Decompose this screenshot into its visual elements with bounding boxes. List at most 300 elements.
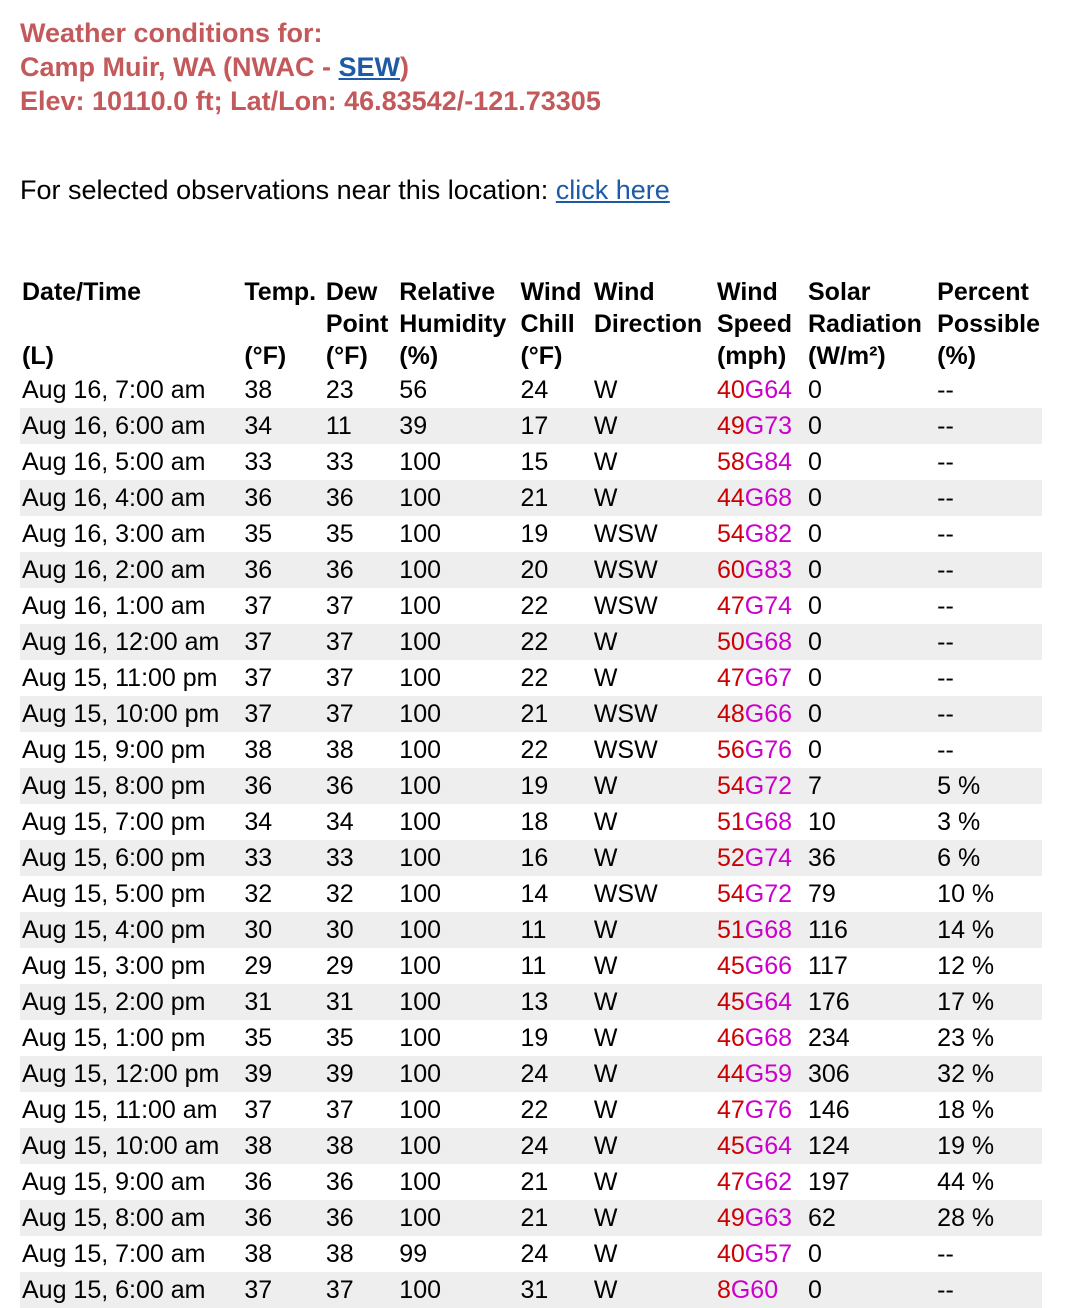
cell-temp: 39: [242, 1056, 324, 1092]
gust-speed: G68: [744, 916, 793, 944]
cell-wind-chill: 22: [518, 624, 591, 660]
gust-speed: G76: [744, 1096, 793, 1124]
cell-wind-speed: [715, 1272, 806, 1308]
header-line: Wind: [716, 278, 778, 306]
header-line: (°F): [244, 342, 287, 370]
cell-dew-point: 37: [324, 1272, 397, 1308]
cell-wind-chill: 22: [520, 736, 549, 764]
header-line: Humidity: [399, 310, 507, 338]
cell-wind-chill: 13: [518, 984, 591, 1020]
cell-dew-point: 38: [325, 1240, 354, 1268]
sustained-speed: 49: [716, 412, 745, 440]
cell-temp: 37: [244, 592, 273, 620]
header-dew-point: [324, 276, 397, 372]
cell-percent-possible: 17 %: [935, 984, 1042, 1020]
cell-temp: 35: [244, 1024, 273, 1052]
cell-wind-speed: [715, 444, 806, 480]
cell-percent-possible: --: [935, 696, 1042, 732]
sustained-speed: 45: [716, 988, 745, 1016]
header-row: [20, 276, 1042, 372]
cell-relative-humidity: 100: [399, 664, 442, 692]
cell-percent-possible: --: [937, 592, 954, 620]
table-row: [20, 444, 1042, 480]
cell-solar-radiation: 0: [808, 376, 822, 404]
sustained-speed: 45: [716, 952, 745, 980]
cell-date-time: Aug 16, 6:00 am: [20, 408, 242, 444]
table-row: [20, 660, 1042, 696]
header-line: (°F): [325, 342, 368, 370]
header-wind-direction: [592, 276, 715, 372]
cell-temp: 33: [242, 840, 324, 876]
cell-dew-point: 37: [325, 1096, 354, 1124]
cell-date-time: Aug 15, 2:00 pm: [20, 984, 242, 1020]
header-line: Wind: [520, 278, 582, 306]
cell-relative-humidity: 100: [399, 1168, 442, 1196]
cell-temp: 29: [244, 952, 273, 980]
cell-solar-radiation: 0: [806, 480, 935, 516]
cell-dew-point: 36: [325, 1168, 354, 1196]
gust-speed: G68: [744, 1024, 793, 1052]
header-solar-radiation: [806, 276, 935, 372]
cell-dew-point: 11: [324, 408, 397, 444]
header-line: Date/Time: [22, 278, 142, 306]
cell-wind-speed: [715, 876, 806, 912]
table-header: [20, 276, 1042, 372]
header-line: Wind: [593, 278, 655, 306]
cell-relative-humidity: 100: [399, 592, 442, 620]
cell-solar-radiation: 62: [806, 1200, 935, 1236]
cell-temp: 31: [242, 984, 324, 1020]
sustained-speed: 51: [716, 808, 745, 836]
gust-speed: G72: [744, 880, 793, 908]
sew-link[interactable]: SEW: [338, 52, 401, 82]
cell-dew-point: 37: [325, 664, 354, 692]
header-relative-humidity: [397, 276, 518, 372]
cell-percent-possible: --: [937, 736, 954, 764]
header-line: [594, 340, 713, 372]
header-line: [244, 308, 322, 340]
cell-solar-radiation: 0: [808, 664, 822, 692]
cell-relative-humidity: 56: [399, 376, 428, 404]
cell-dew-point: 36: [324, 768, 397, 804]
cell-dew-point: 35: [325, 1024, 354, 1052]
cell-wind-chill: 19: [518, 768, 591, 804]
gust-speed: G67: [744, 664, 793, 692]
cell-relative-humidity: 100: [397, 840, 518, 876]
cell-relative-humidity: 100: [399, 1096, 442, 1124]
cell-percent-possible: 10 %: [937, 880, 995, 908]
cell-date-time: Aug 15, 1:00 pm: [22, 1024, 206, 1052]
gust-speed: G68: [744, 808, 793, 836]
cell-dew-point: 36: [324, 480, 397, 516]
cell-dew-point: 39: [324, 1056, 397, 1092]
cell-solar-radiation: 306: [806, 1056, 935, 1092]
cell-date-time: Aug 15, 12:00 pm: [20, 1056, 242, 1092]
gust-speed: G64: [744, 988, 793, 1016]
table-body: [20, 372, 1042, 1308]
header-line: Point: [325, 310, 389, 338]
cell-wind-direction: WSW: [593, 520, 658, 548]
cell-date-time: Aug 16, 4:00 am: [20, 480, 242, 516]
cell-relative-humidity: 100: [399, 736, 442, 764]
cell-wind-speed: [715, 1236, 806, 1272]
cell-wind-direction: W: [593, 376, 618, 404]
header-temp: [242, 276, 324, 372]
cell-wind-chill: 21: [518, 480, 591, 516]
cell-temp: 38: [244, 1240, 273, 1268]
cell-wind-direction: W: [593, 952, 618, 980]
cell-temp: 37: [244, 664, 273, 692]
cell-date-time: Aug 15, 5:00 pm: [22, 880, 206, 908]
cell-wind-speed: [715, 768, 806, 804]
table-row: [20, 696, 1042, 732]
table-row: [20, 840, 1042, 876]
cell-relative-humidity: 100: [399, 1024, 442, 1052]
table-row: [20, 768, 1042, 804]
cell-percent-possible: 44 %: [937, 1168, 995, 1196]
gust-speed: G76: [744, 736, 793, 764]
cell-wind-speed: [715, 984, 806, 1020]
cell-wind-direction: W: [592, 480, 715, 516]
cell-dew-point: 36: [324, 1200, 397, 1236]
cell-temp: 36: [242, 480, 324, 516]
cell-temp: 36: [242, 1200, 324, 1236]
cell-wind-direction: WSW: [592, 696, 715, 732]
sustained-speed: 49: [716, 1204, 745, 1232]
cell-date-time: Aug 15, 8:00 pm: [20, 768, 242, 804]
cell-relative-humidity: 100: [399, 448, 442, 476]
table-row: [20, 588, 1042, 624]
sustained-speed: 52: [716, 844, 745, 872]
cell-percent-possible: 3 %: [937, 808, 981, 836]
cell-temp: 38: [242, 1128, 324, 1164]
cell-temp: 37: [242, 1272, 324, 1308]
cell-wind-chill: 21: [518, 696, 591, 732]
cell-solar-radiation: 0: [808, 520, 822, 548]
cell-dew-point: 31: [324, 984, 397, 1020]
header-line: Speed: [716, 310, 792, 338]
cell-solar-radiation: 0: [808, 1240, 822, 1268]
cell-temp: 38: [244, 376, 273, 404]
cell-dew-point: 23: [325, 376, 354, 404]
cell-percent-possible: --: [937, 376, 954, 404]
table-row: [20, 1020, 1042, 1056]
table-row: [20, 372, 1042, 408]
gust-speed: G63: [744, 1204, 793, 1232]
cell-wind-direction: W: [593, 1168, 618, 1196]
header-line-title: Weather conditions for:: [20, 18, 323, 48]
table-row: [20, 1236, 1042, 1272]
cell-wind-chill: 24: [520, 1240, 549, 1268]
cell-wind-chill: 22: [520, 1096, 549, 1124]
header-line: (%): [399, 342, 439, 370]
cell-wind-direction: W: [593, 1096, 618, 1124]
weather-table: [20, 276, 1042, 1308]
cell-dew-point: 37: [324, 696, 397, 732]
cell-relative-humidity: 100: [397, 1272, 518, 1308]
cell-wind-direction: W: [592, 1056, 715, 1092]
table-row: [20, 876, 1042, 912]
cell-relative-humidity: 100: [397, 696, 518, 732]
cell-wind-chill: 19: [520, 520, 549, 548]
cell-date-time: Aug 16, 5:00 am: [22, 448, 206, 476]
cell-dew-point: 33: [325, 448, 354, 476]
cell-wind-speed: [715, 912, 806, 948]
cell-date-time: Aug 15, 4:00 pm: [20, 912, 242, 948]
sustained-speed: 44: [716, 1060, 745, 1088]
gust-speed: G73: [744, 412, 793, 440]
sustained-speed: 54: [716, 520, 745, 548]
cell-solar-radiation: 0: [806, 696, 935, 732]
header-wind-speed: [715, 276, 806, 372]
cell-date-time: Aug 15, 7:00 pm: [22, 808, 206, 836]
cell-percent-possible: 18 %: [937, 1096, 995, 1124]
cell-wind-speed: [715, 696, 806, 732]
cell-wind-direction: W: [592, 984, 715, 1020]
table-row: [20, 912, 1042, 948]
cell-solar-radiation: 10: [808, 808, 836, 836]
cell-relative-humidity: 100: [399, 808, 442, 836]
cell-dew-point: 30: [324, 912, 397, 948]
table-row: [20, 624, 1042, 660]
header-line: Radiation: [808, 310, 922, 338]
header-line: Solar: [808, 278, 871, 306]
cell-wind-chill: 11: [518, 912, 591, 948]
cell-temp: 37: [244, 1096, 273, 1124]
table-row: [20, 804, 1042, 840]
table-row: [20, 480, 1042, 516]
cell-wind-chill: 21: [520, 1168, 549, 1196]
cell-relative-humidity: 100: [397, 984, 518, 1020]
gust-speed: G83: [744, 556, 793, 584]
cell-wind-direction: W: [592, 1200, 715, 1236]
cell-wind-speed: [715, 660, 806, 696]
table-row: [20, 984, 1042, 1020]
table-row: [20, 1164, 1042, 1200]
station-suffix: ): [400, 52, 410, 82]
cell-relative-humidity: 99: [399, 1240, 428, 1268]
gust-speed: G66: [744, 700, 793, 728]
table-row: [20, 1056, 1042, 1092]
cell-relative-humidity: 100: [397, 552, 518, 588]
cell-wind-speed: [715, 588, 806, 624]
cell-wind-direction: W: [593, 1240, 618, 1268]
sustained-speed: 48: [716, 700, 745, 728]
header-line: [22, 308, 240, 340]
header-line: (L): [22, 342, 54, 370]
cell-dew-point: 34: [325, 808, 354, 836]
cell-relative-humidity: 100: [399, 520, 442, 548]
header-line: Temp.: [244, 278, 317, 306]
cell-temp: 36: [244, 1168, 273, 1196]
gust-speed: G62: [744, 1168, 793, 1196]
cell-wind-direction: W: [592, 624, 715, 660]
header-line-elevation: Elev: 10110.0 ft; Lat/Lon: 46.83542/-121.73305: [20, 86, 601, 116]
table-row: [20, 408, 1042, 444]
sustained-speed: 56: [716, 736, 745, 764]
cell-wind-speed: [715, 1092, 806, 1128]
cell-wind-direction: W: [592, 408, 715, 444]
cell-solar-radiation: 0: [806, 624, 935, 660]
cell-date-time: Aug 15, 11:00 pm: [22, 664, 218, 692]
gust-speed: G68: [744, 628, 793, 656]
cell-solar-radiation: 36: [806, 840, 935, 876]
table-row: [20, 1200, 1042, 1236]
cell-wind-chill: 20: [518, 552, 591, 588]
cell-solar-radiation: 0: [806, 408, 935, 444]
cell-wind-speed: [715, 1164, 806, 1200]
cell-date-time: Aug 16, 12:00 am: [20, 624, 242, 660]
table-row: [20, 732, 1042, 768]
cell-temp: 37: [242, 624, 324, 660]
cell-date-time: Aug 16, 7:00 am: [22, 376, 206, 404]
cell-temp: 32: [244, 880, 273, 908]
cell-dew-point: 33: [324, 840, 397, 876]
cell-wind-speed: [715, 804, 806, 840]
cell-wind-chill: 17: [518, 408, 591, 444]
click-here-link[interactable]: click here: [555, 175, 670, 205]
cell-wind-chill: 24: [518, 1128, 591, 1164]
cell-wind-speed: [715, 516, 806, 552]
cell-dew-point: 38: [325, 736, 354, 764]
header-line: (%): [937, 342, 977, 370]
cell-percent-possible: --: [935, 624, 1042, 660]
cell-temp: 33: [244, 448, 273, 476]
cell-percent-possible: --: [935, 480, 1042, 516]
gust-speed: G59: [744, 1060, 793, 1088]
cell-solar-radiation: 0: [806, 552, 935, 588]
cell-percent-possible: --: [935, 552, 1042, 588]
cell-percent-possible: 23 %: [937, 1024, 995, 1052]
sustained-speed: 47: [716, 592, 745, 620]
cell-solar-radiation: 0: [808, 592, 822, 620]
cell-date-time: Aug 16, 1:00 am: [22, 592, 206, 620]
gust-speed: G68: [744, 484, 793, 512]
sustained-speed: 40: [716, 1240, 745, 1268]
cell-temp: 36: [242, 768, 324, 804]
cell-solar-radiation: 234: [808, 1024, 850, 1052]
cell-solar-radiation: 176: [806, 984, 935, 1020]
cell-relative-humidity: 100: [399, 952, 442, 980]
cell-wind-direction: W: [592, 768, 715, 804]
header-line: Possible: [937, 310, 1040, 338]
cell-percent-possible: --: [937, 448, 954, 476]
cell-percent-possible: --: [935, 1272, 1042, 1308]
gust-speed: G72: [744, 772, 793, 800]
cell-dew-point: 32: [325, 880, 354, 908]
cell-wind-chill: 31: [518, 1272, 591, 1308]
cell-date-time: Aug 16, 3:00 am: [22, 520, 206, 548]
cell-temp: 36: [242, 552, 324, 588]
cell-wind-chill: 21: [518, 1200, 591, 1236]
cell-wind-chill: 16: [518, 840, 591, 876]
cell-solar-radiation: 79: [808, 880, 836, 908]
table-row: [20, 552, 1042, 588]
cell-solar-radiation: 146: [808, 1096, 850, 1124]
cell-percent-possible: 14 %: [935, 912, 1042, 948]
sustained-speed: 51: [716, 916, 745, 944]
sustained-speed: 46: [716, 1024, 745, 1052]
cell-wind-direction: W: [593, 808, 618, 836]
cell-wind-chill: 18: [520, 808, 549, 836]
header-line: Relative: [399, 278, 496, 306]
cell-date-time: Aug 15, 11:00 am: [22, 1096, 218, 1124]
cell-relative-humidity: 100: [397, 624, 518, 660]
gust-speed: G60: [730, 1276, 779, 1304]
sustained-speed: 45: [716, 1132, 745, 1160]
cell-percent-possible: --: [937, 664, 954, 692]
header-date-time: [20, 276, 242, 372]
header-line: Dew: [325, 278, 378, 306]
table-row: [20, 516, 1042, 552]
header-percent-possible: [935, 276, 1042, 372]
cell-wind-chill: 11: [520, 952, 547, 980]
sustained-speed: 8: [716, 1276, 731, 1304]
cell-percent-possible: --: [937, 520, 954, 548]
cell-dew-point: 37: [324, 624, 397, 660]
cell-temp: 38: [244, 736, 273, 764]
cell-wind-speed: [715, 1056, 806, 1092]
cell-temp: 30: [242, 912, 324, 948]
cell-wind-speed: [715, 948, 806, 984]
cell-wind-direction: WSW: [592, 552, 715, 588]
cell-wind-direction: W: [592, 912, 715, 948]
cell-wind-direction: W: [593, 448, 618, 476]
gust-speed: G74: [744, 844, 793, 872]
cell-wind-chill: 19: [520, 1024, 549, 1052]
cell-temp: 37: [242, 696, 324, 732]
cell-dew-point: 29: [325, 952, 354, 980]
observations-line: [20, 172, 670, 208]
cell-solar-radiation: 116: [806, 912, 935, 948]
cell-relative-humidity: 100: [397, 1056, 518, 1092]
sustained-speed: 50: [716, 628, 745, 656]
table-row: [20, 1092, 1042, 1128]
cell-wind-speed: [715, 624, 806, 660]
cell-wind-speed: [715, 372, 806, 408]
cell-solar-radiation: 0: [808, 736, 822, 764]
gust-speed: G64: [744, 1132, 793, 1160]
sustained-speed: 60: [716, 556, 745, 584]
cell-relative-humidity: 100: [399, 880, 442, 908]
cell-wind-chill: 24: [520, 376, 549, 404]
cell-solar-radiation: 0: [806, 1272, 935, 1308]
cell-date-time: Aug 15, 9:00 pm: [22, 736, 206, 764]
table-row: [20, 948, 1042, 984]
gust-speed: G74: [744, 592, 793, 620]
cell-wind-direction: W: [593, 664, 618, 692]
gust-speed: G82: [744, 520, 793, 548]
cell-relative-humidity: 100: [397, 768, 518, 804]
cell-relative-humidity: 39: [397, 408, 518, 444]
cell-date-time: Aug 15, 8:00 am: [20, 1200, 242, 1236]
cell-wind-speed: [715, 552, 806, 588]
sustained-speed: 47: [716, 1096, 745, 1124]
cell-solar-radiation: 117: [808, 952, 848, 980]
cell-wind-chill: 22: [520, 592, 549, 620]
station-name: Camp Muir, WA (NWAC -: [20, 52, 339, 82]
cell-temp: 34: [242, 408, 324, 444]
cell-wind-direction: WSW: [593, 880, 658, 908]
cell-wind-chill: 15: [520, 448, 549, 476]
observations-text: For selected observations near this location:: [20, 175, 556, 205]
cell-relative-humidity: 100: [397, 1128, 518, 1164]
sustained-speed: 54: [716, 880, 745, 908]
cell-percent-possible: 6 %: [935, 840, 1042, 876]
cell-temp: 35: [244, 520, 273, 548]
cell-date-time: Aug 15, 6:00 am: [20, 1272, 242, 1308]
cell-wind-speed: [715, 1128, 806, 1164]
